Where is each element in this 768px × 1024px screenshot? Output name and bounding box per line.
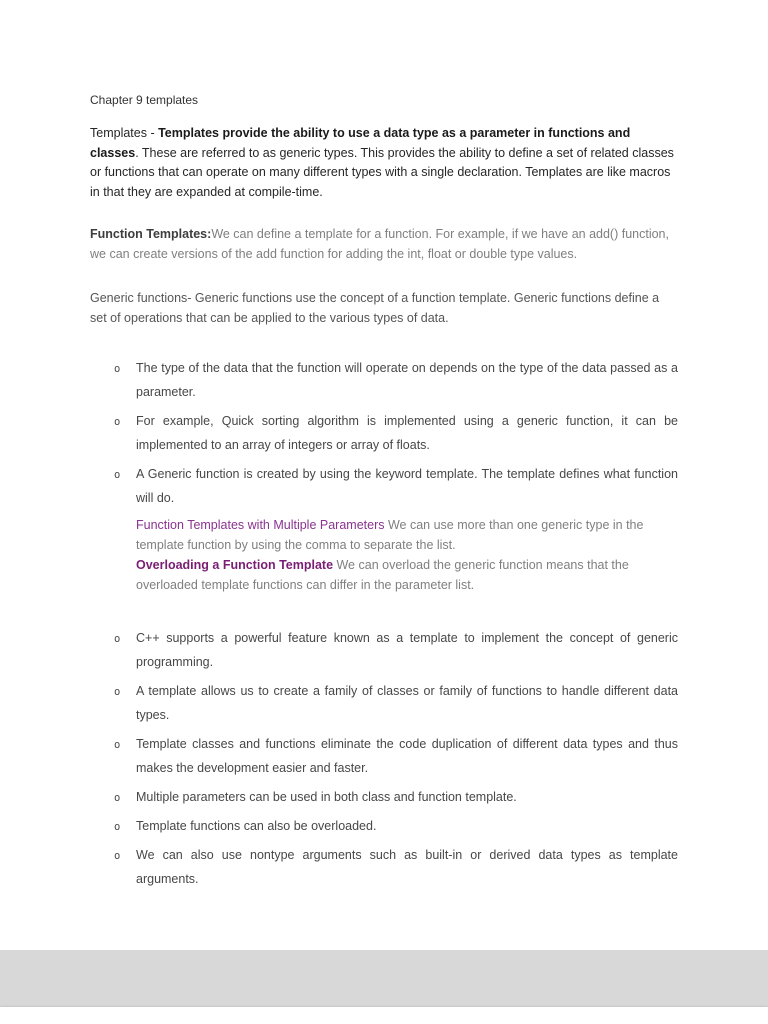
list-item-text: Multiple parameters can be used in both class and function template. (136, 790, 517, 804)
bullet-marker: o (114, 850, 121, 862)
multi-params-text: We can use more than one generic type in the template function by using the comma to separate the list. (136, 518, 644, 552)
bullet-marker: o (114, 416, 121, 428)
list-item-text: A template allows us to create a family of classes or family of functions to handle different data types. (136, 684, 678, 722)
overloading-paragraph (136, 555, 678, 595)
list-item (90, 409, 678, 457)
chapter-heading: Chapter 9 templates (90, 93, 199, 107)
bullet-list-2 (90, 626, 678, 891)
list-item-text: A Generic function is created by using the keyword template. The template defines what function will do. (136, 467, 678, 505)
list-item (90, 462, 678, 510)
bullet-marker: o (114, 792, 121, 804)
intro-paragraph (90, 124, 678, 202)
list-item-text: For example, Quick sorting algorithm is implemented using a generic function, it can be implemented to an array of integers or array of floats. (136, 414, 678, 452)
list-item (90, 785, 678, 809)
list-item-text: Template classes and functions eliminate the code duplication of different data types and thus makes the development easier and faster. (136, 737, 678, 775)
list-item-text: The type of the data that the function will operate on depends on the type of the data passed as a parameter. (136, 361, 678, 399)
overloading-heading: Overloading a Function Template (136, 558, 334, 572)
sub-sections-block (136, 515, 678, 595)
list-item-text: C++ supports a powerful feature known as a template to implement the concept of generic programming. (136, 631, 678, 669)
bullet-list-1 (90, 356, 678, 510)
function-templates-paragraph (90, 225, 678, 264)
list-item (90, 843, 678, 891)
bullet-marker: o (114, 363, 121, 375)
overloading-text: We can overload the generic function means that the overloaded template functions can differ in the parameter list. (136, 558, 629, 592)
multi-params-paragraph (136, 515, 678, 555)
list-item (90, 814, 678, 838)
bullet-marker: o (114, 686, 121, 698)
bullet-marker: o (114, 469, 121, 481)
generic-functions-paragraph: Generic functions- Generic functions use the concept of a function template. Generic functions define a set of operations that can be applied to the various types of data. (90, 291, 660, 325)
function-templates-label: Function Templates: (90, 227, 212, 241)
list-item-text: We can also use nontype arguments such as built-in or derived data types as template arguments. (136, 848, 678, 886)
bullet-marker: o (114, 739, 121, 751)
document-page-2 (0, 1007, 768, 1024)
list-item-text: Template functions can also be overloaded. (136, 819, 377, 833)
page-gap (0, 950, 768, 1007)
bullet-marker: o (114, 633, 121, 645)
intro-run-normal-2: . These are referred to as generic types. This provides the ability to define a set of related classes or functions that can operate on many different types with a single declaration. Templates are like macros in that they are expanded at compile-time. (90, 145, 674, 199)
multi-params-heading: Function Templates with Multiple Parameters (136, 518, 385, 532)
list-item (90, 679, 678, 727)
list-item (90, 732, 678, 780)
list-item (90, 626, 678, 674)
function-templates-body: We can define a template for a function. For example, if we have an add() function, we can create versions of the add function for adding the int, float or double type values. (90, 227, 669, 261)
intro-run-bold: Templates provide the ability to use a data type as a parameter in functions and classes (90, 126, 631, 160)
intro-run-normal: Templates - (90, 126, 159, 140)
bullet-marker: o (114, 821, 121, 833)
list-item (90, 356, 678, 404)
